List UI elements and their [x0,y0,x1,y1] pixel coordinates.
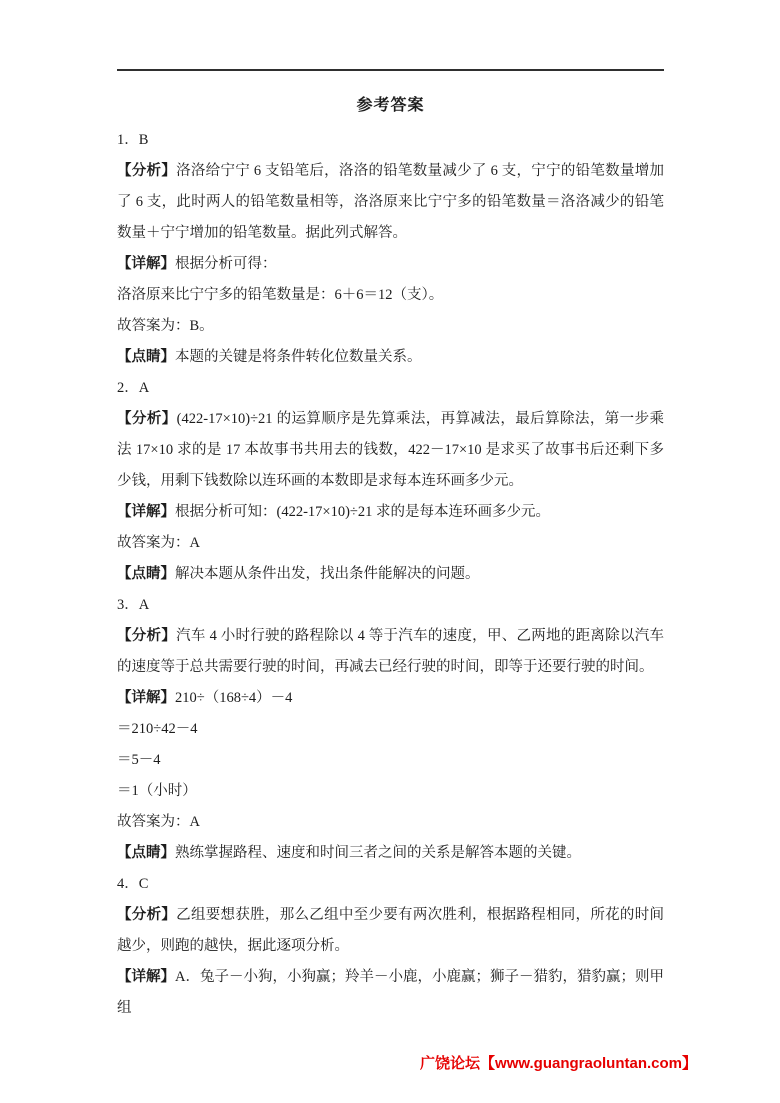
paragraph-label: 【点睛】 [117,349,175,365]
answer-paragraph [117,683,664,714]
paragraph-label: 【分析】 [117,907,177,923]
answers-list [117,125,664,1024]
paragraph-label: 【详解】 [117,690,175,706]
paragraph-text: 210÷（168÷4）－4 [175,690,293,706]
answer-paragraph [117,249,664,280]
paragraph-text: 洛洛给宁宁 6 支铅笔后，洛洛的铅笔数量减少了 6 支，宁宁的铅笔数量增加了 6 支，此时两人的铅笔数量相等，洛洛原来比宁宁多的铅笔数量＝洛洛减少的铅笔数量＋宁宁增加的铅笔数量。据此列式解答。 [117,163,665,241]
paragraph-text: 根据分析可得： [175,256,277,272]
footer-watermark: 广饶论坛【www.guangraoluntan.com】 [420,1055,697,1072]
paragraph-label: 【点睛】 [117,845,175,861]
answer-paragraph: 洛洛原来比宁宁多的铅笔数量是：6＋6＝12（支）。 [117,287,444,303]
paragraph-text: A．兔子－小狗，小狗赢；羚羊－小鹿，小鹿赢；狮子－猎豹，猎豹赢；则甲组 [117,969,665,1016]
answer-paragraph [117,156,664,249]
answer-paragraph [117,900,664,962]
paragraph-text: 汽车 4 小时行驶的路程除以 4 等于汽车的速度，甲、乙两地的距离除以汽车的速度等于总共需要行驶的时间，再减去已经行驶的时间，即等于还要行驶的时间。 [117,628,665,675]
paragraph-label: 【分析】 [117,628,177,644]
answer-paragraph [117,621,664,683]
paragraph-text: 熟练掌握路程、速度和时间三者之间的关系是解答本题的关键。 [175,845,581,861]
answer-paragraph: 故答案为：B。 [117,318,214,334]
answer-paragraph [117,559,664,590]
content-area [117,90,664,1024]
paragraph-label: 【分析】 [117,411,177,427]
answer-number: 3．A [117,597,150,613]
answer-paragraph: 故答案为：A [117,535,200,551]
paragraph-text: 解决本题从条件出发，找出条件能解决的问题。 [175,566,480,582]
answer-number: 4．C [117,876,149,892]
answer-paragraph [117,497,664,528]
paragraph-label: 【点睛】 [117,566,175,582]
answer-paragraph: ＝210÷42－4 [117,721,198,737]
page-title: 参考答案 [356,97,425,114]
paragraph-text: (422-17×10)÷21 的运算顺序是先算乘法，再算减法，最后算除法，第一步乘法 17×10 求的是 17 本故事书共用去的钱数，422－17×10 是求买了故事书后还剩下多少钱，用剩下钱数除以连环画的本数即是求每本连环画多少元。 [117,411,664,489]
paragraph-label: 【详解】 [117,256,175,272]
paragraph-label: 【详解】 [117,969,176,985]
answer-paragraph [117,342,664,373]
paragraph-label: 【详解】 [117,504,175,520]
answer-number: 2．A [117,380,150,396]
paragraph-text: 本题的关键是将条件转化位数量关系。 [175,349,422,365]
header-rule [117,69,664,71]
answer-number: 1．B [117,132,149,148]
paragraph-label: 【分析】 [117,163,177,179]
paragraph-text: 根据分析可知：(422-17×10)÷21 求的是每本连环画多少元。 [175,504,550,520]
answer-paragraph [117,838,664,869]
answer-paragraph [117,404,664,497]
paragraph-text: 乙组要想获胜，那么乙组中至少要有两次胜利，根据路程相同，所花的时间越少，则跑的越快，据此逐项分析。 [117,907,665,954]
answer-paragraph: 故答案为：A [117,814,200,830]
answer-paragraph [117,962,664,1024]
answer-paragraph: ＝5－4 [117,752,161,768]
answer-paragraph: ＝1（小时） [117,783,197,799]
